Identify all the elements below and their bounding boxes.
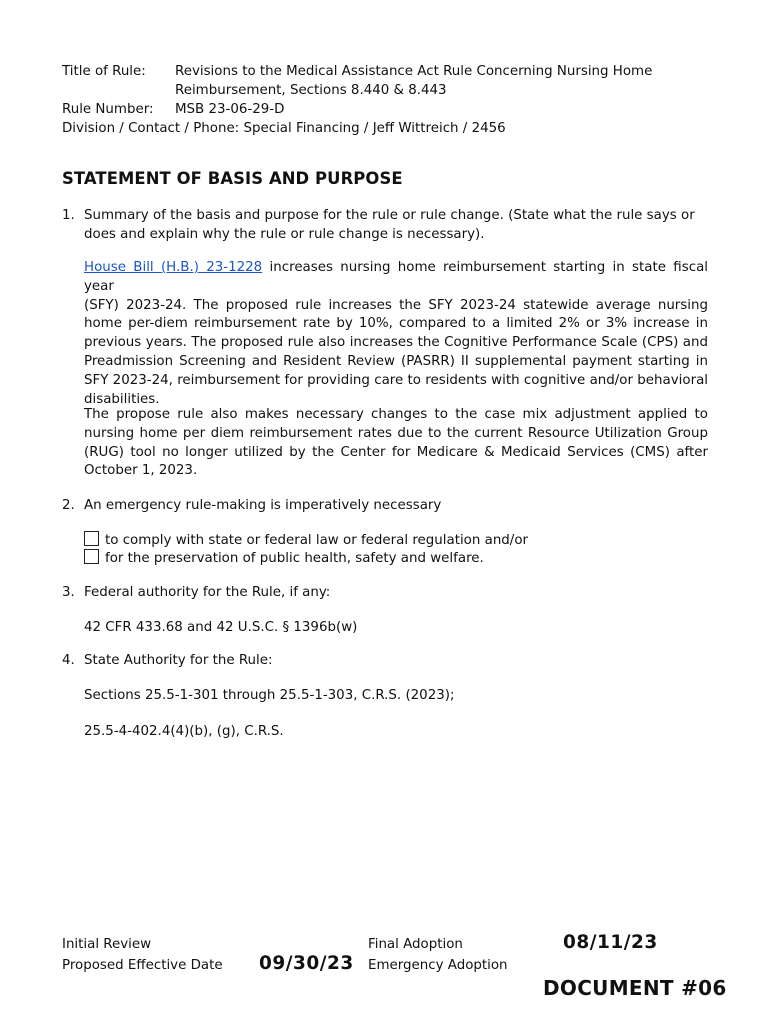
title-of-rule-row [62,63,653,82]
state-authority-value-2: 25.5-4-402.4(4)(b), (g), C.R.S. [84,724,284,739]
law-compliance-checkbox[interactable] [84,531,99,546]
emergency-adoption-label: Emergency Adoption [368,958,508,973]
public-health-checkbox[interactable] [84,549,99,564]
para1-line1-rest: increases nursing home reimbursement starting in state fiscal year [84,260,708,294]
division-contact-label: Division / Contact / Phone: [62,121,240,136]
final-adoption-label: Final Adoption [368,937,463,952]
item-1-paragraph-1 [84,259,708,409]
para2-line1: The propose rule also makes necessary changes to the case mix adjustment applied to [84,407,708,422]
item-2-number: 2. [62,498,75,513]
division-contact-row [62,120,506,139]
title-of-rule-value-line1: Revisions to the Medical Assistance Act Rule Concerning Nursing Home [175,64,653,79]
rule-number-label: Rule Number: [62,102,154,117]
para2-line2: nursing home per diem reimbursement rates due to the current Resource Utilization Group [84,425,708,441]
item-1-question [84,207,708,245]
item-1-number: 1. [62,208,75,223]
initial-review-label: Initial Review [62,937,152,952]
item-3-number: 3. [62,585,75,600]
proposed-effective-date-value: 09/30/23 [259,953,354,974]
document-number: DOCUMENT #06 [543,976,727,1000]
rule-number-value: MSB 23-06-29-D [175,102,285,117]
item-4-number: 4. [62,653,75,668]
item-1-question-line1: Summary of the basis and purpose for the rule or rule change. (State what the rule says or [84,208,695,223]
law-compliance-label: to comply with state or federal law or federal regulation and/or [105,533,529,548]
para2-line3: (RUG) tool no longer utilized by the Center for Medicare & Medicaid Services (CMS) after [84,444,708,460]
division-contact-value: Special Financing / Jeff Wittreich / 2456 [243,121,506,136]
proposed-effective-date-label: Proposed Effective Date [62,958,223,973]
title-of-rule-label: Title of Rule: [62,64,146,79]
para1-line6: SFY 2023-24, reimbursement for providing care to residents with cognitive and/or behavioral [84,372,708,388]
emergency-option-law [84,531,528,551]
section-title: STATEMENT OF BASIS AND PURPOSE [62,169,403,188]
emergency-option-health [84,549,484,569]
item-2-text: An emergency rule-making is imperatively necessary [84,498,442,513]
federal-authority-value: 42 CFR 433.68 and 42 U.S.C. § 1396b(w) [84,620,358,635]
para1-line5: Preadmission Screening and Resident Review (PASRR) II supplemental payment starting in [84,353,708,369]
para1-line3: home per-diem reimbursement rate by 10%, compared to a limited 2% or 3% increase in [84,316,708,332]
title-of-rule-value-line2: Reimbursement, Sections 8.440 & 8.443 [175,83,447,98]
house-bill-link[interactable]: House Bill (H.B.) 23-1228 [84,260,263,275]
para2-line4: October 1, 2023. [84,463,198,479]
item-4-text: State Authority for the Rule: [84,653,273,668]
item-3-text: Federal authority for the Rule, if any: [84,585,331,600]
para1-line2: (SFY) 2023-24. The proposed rule increases the SFY 2023-24 statewide average nursing [84,297,708,313]
para1-line7: disabilities. [84,391,160,407]
final-adoption-date-value: 08/11/23 [563,932,658,953]
item-1-question-line2: does and explain why the rule or rule change is necessary). [84,226,485,242]
item-1-paragraph-2 [84,406,708,481]
rule-number-row [62,101,285,120]
state-authority-value-1: Sections 25.5-1-301 through 25.5-1-303, C.R.S. (2023); [84,688,455,703]
para1-line1 [84,259,708,297]
para1-line4: previous years. The proposed rule also increases the Cognitive Performance Scale (CPS) and [84,335,708,351]
public-health-label: for the preservation of public health, safety and welfare. [105,551,484,566]
